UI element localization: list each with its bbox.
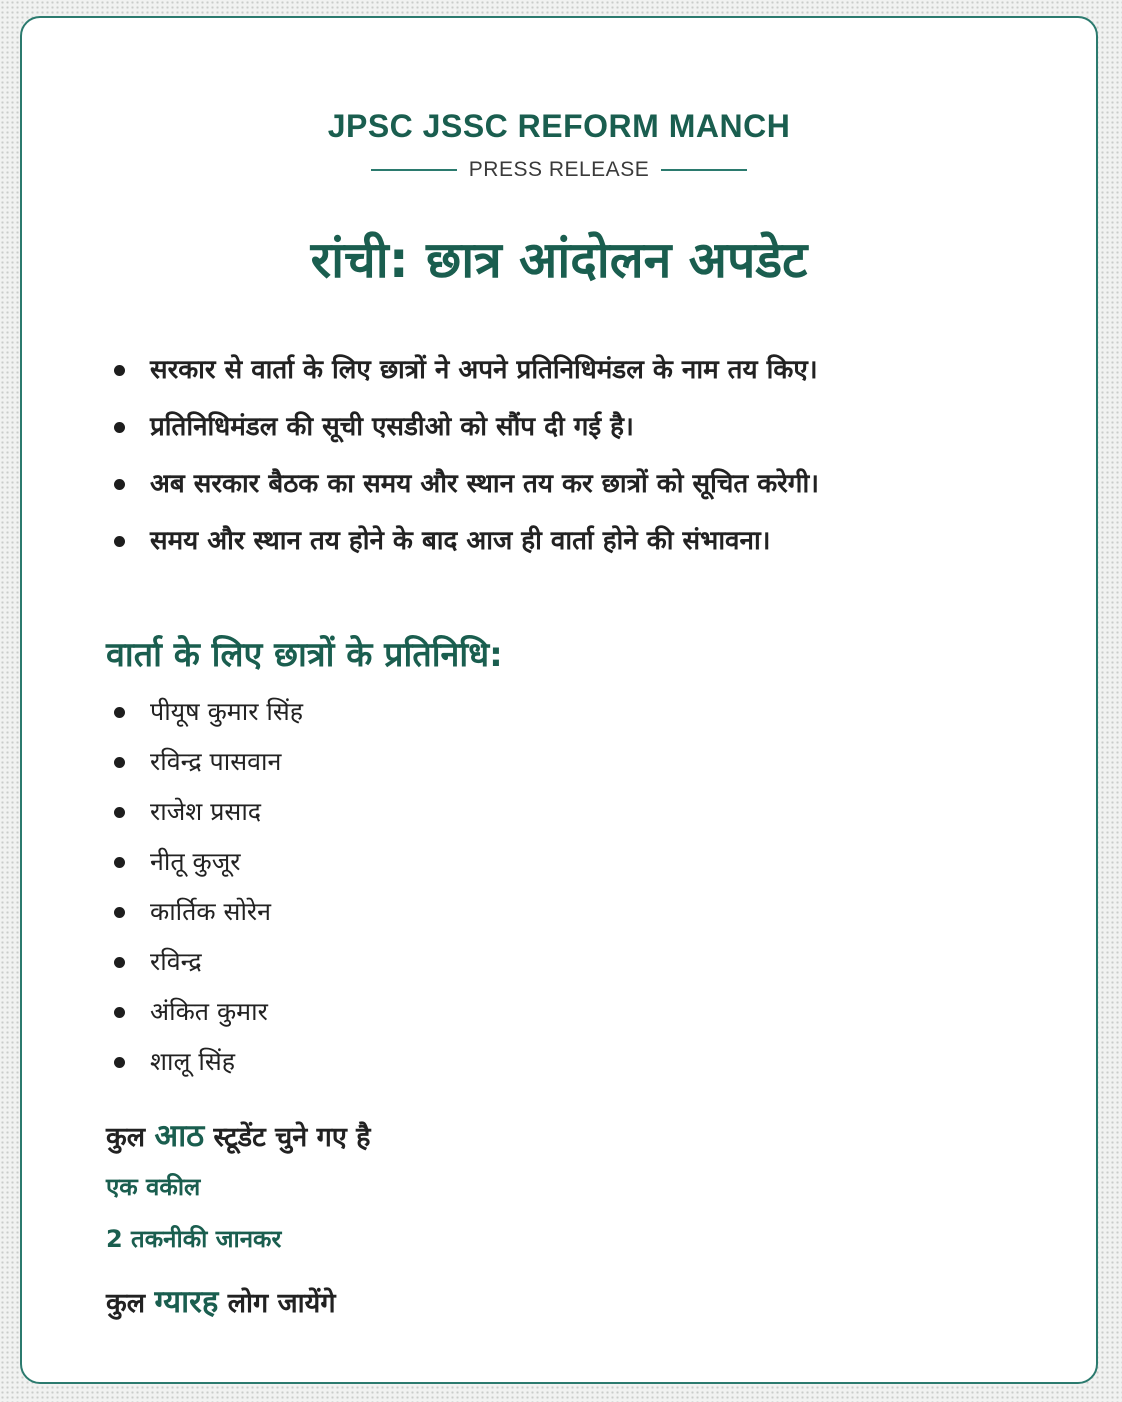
representative-name: अंकित कुमार	[150, 997, 268, 1026]
bullet-icon	[114, 536, 125, 547]
representative-item	[110, 840, 1090, 890]
update-text: अब सरकार बैठक का समय और स्थान तय कर छात्रों को सूचित करेगी।	[150, 469, 820, 499]
bullet-icon	[114, 857, 125, 868]
representatives-list	[110, 690, 1090, 1090]
bullet-icon	[114, 422, 125, 433]
representative-item	[110, 690, 1090, 740]
summary-text: लोग जायेंगे	[218, 1288, 336, 1319]
summary-text: कुल	[106, 1122, 155, 1153]
summary-total-highlight: ग्यारह	[154, 1284, 219, 1320]
summary-students-line	[106, 1114, 371, 1156]
representative-item	[110, 990, 1090, 1040]
update-text: सरकार से वार्ता के लिए छात्रों ने अपने प्रतिनिधिमंडल के नाम तय किए।	[150, 355, 818, 385]
representative-name: रविन्द्र पासवान	[150, 747, 282, 776]
bullet-icon	[114, 479, 125, 490]
press-release-card	[20, 16, 1098, 1384]
update-text: प्रतिनिधिमंडल की सूची एसडीओ को सौंप दी गई है।	[150, 412, 634, 442]
representative-name: रविन्द्र	[150, 947, 202, 976]
update-text: समय और स्थान तय होने के बाद आज ही वार्ता होने की संभावना।	[150, 526, 771, 556]
press-release-label: PRESS RELEASE	[468, 158, 650, 181]
representative-name: पीयूष कुमार सिंह	[150, 697, 304, 726]
representative-item	[110, 940, 1090, 990]
representative-name: कार्तिक सोरेन	[150, 897, 272, 926]
summary-text: स्टूडेंट चुने गए है	[204, 1122, 371, 1153]
summary-total-line	[106, 1280, 336, 1322]
summary-technical-line: 2 तकनीकी जानकर	[106, 1225, 282, 1253]
representative-item	[110, 890, 1090, 940]
bullet-icon	[114, 365, 125, 376]
update-item	[110, 405, 1090, 462]
representative-item	[110, 790, 1090, 840]
representatives-heading: वार्ता के लिए छात्रों के प्रतिनिधि:	[106, 635, 503, 675]
update-item	[110, 348, 1090, 405]
summary-text: कुल	[106, 1288, 155, 1319]
update-list	[110, 348, 1090, 576]
headline: रांची: छात्र आंदोलन अपडेट	[310, 231, 808, 289]
press-release-row	[22, 158, 1096, 182]
representative-item	[110, 740, 1090, 790]
bullet-icon	[114, 757, 125, 768]
org-name: JPSC JSSC REFORM MANCH	[327, 108, 791, 144]
summary-count-highlight: आठ	[154, 1118, 205, 1154]
representative-name: शालू सिंह	[150, 1047, 236, 1076]
update-item	[110, 519, 1090, 576]
bullet-icon	[114, 1057, 125, 1068]
representative-name: नीतू कुजूर	[150, 847, 241, 876]
update-item	[110, 462, 1090, 519]
right-divider	[661, 169, 747, 171]
summary-lawyer-line: एक वकील	[106, 1173, 201, 1201]
bullet-icon	[114, 807, 125, 818]
bullet-icon	[114, 1007, 125, 1018]
representative-name: राजेश प्रसाद	[150, 797, 262, 826]
bullet-icon	[114, 707, 125, 718]
representative-item	[110, 1040, 1090, 1090]
left-divider	[371, 169, 457, 171]
bullet-icon	[114, 957, 125, 968]
bullet-icon	[114, 907, 125, 918]
